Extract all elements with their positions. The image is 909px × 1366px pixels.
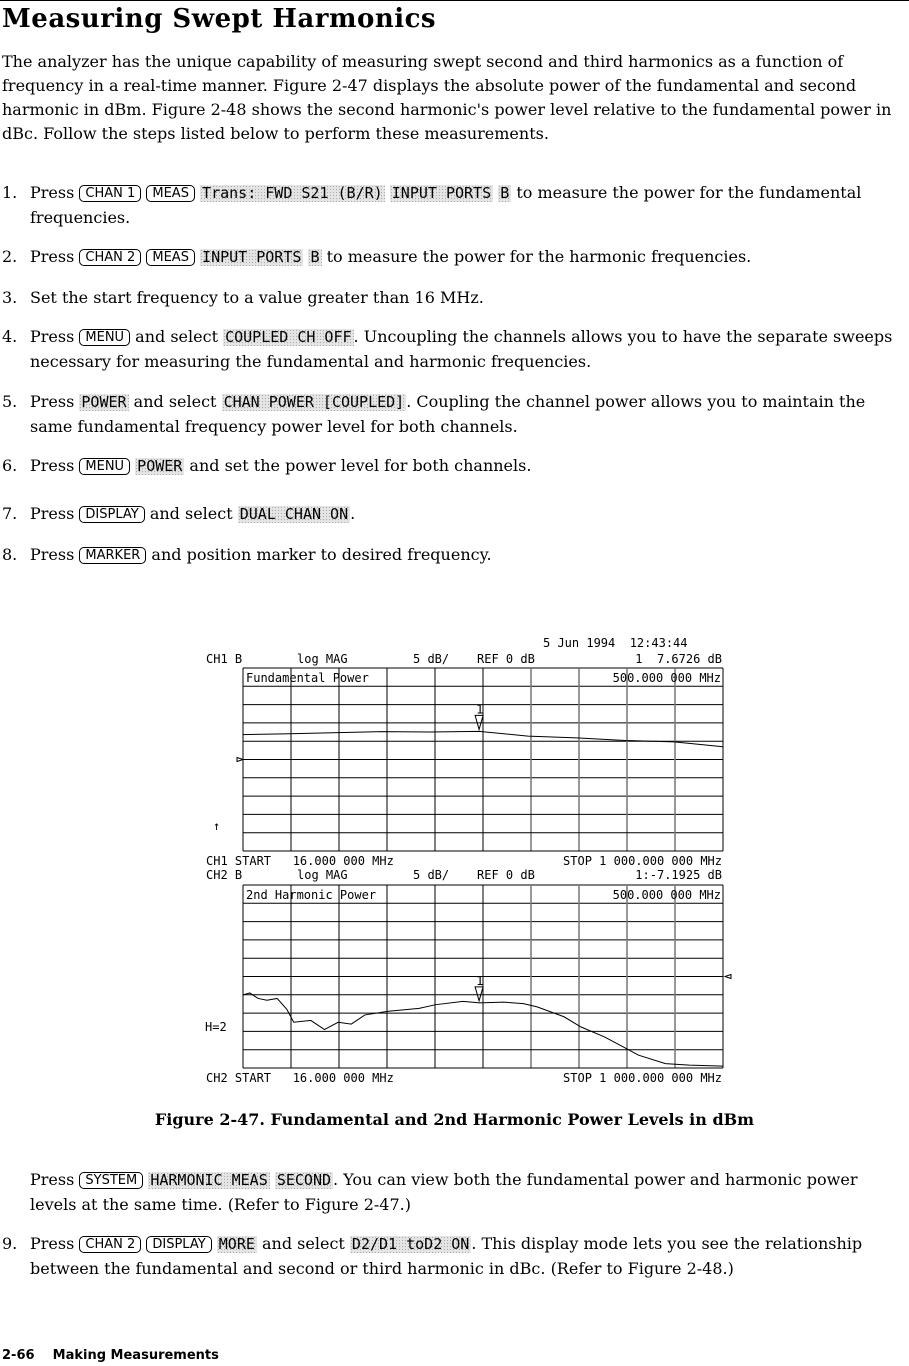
ch2-format: log MAG: [297, 868, 348, 882]
marker-label: 1: [476, 702, 484, 717]
step-9: 9. Press CHAN 2 DISPLAY MORE and select D2/D1 toD2 ON . This display mode lets you see the relationship between the fundamental and second or third harmonic in dBc. (Refer to Figure 2-48.): [2, 1234, 863, 1278]
key-chan2[interactable]: CHAN 2: [79, 1236, 141, 1253]
step-3: 3. Set the start frequency to a value greater than 16 MHz.: [2, 288, 484, 307]
ch1-left-annot: ↑: [213, 819, 221, 833]
ch2-stop: STOP 1 000.000 000 MHz: [563, 1071, 722, 1085]
step-2: 2. Press CHAN 2 MEAS INPUT PORTS B to measure the power for the harmonic frequencies.: [2, 247, 752, 266]
softkey-coupled-ch-off[interactable]: COUPLED CH OFF: [225, 328, 352, 346]
step-1: 1. Press CHAN 1 MEAS Trans: FWD S21 (B/R) INPUT PORTS B to measure the power for the fundamental frequencies.: [2, 183, 862, 227]
ch1-marker-freq: 500.000 000 MHz: [612, 671, 721, 685]
step-6: 6. Press MENU POWER and set the power level for both channels.: [2, 456, 532, 475]
key-chan2[interactable]: CHAN 2: [79, 249, 141, 266]
reference-position-icon: [237, 758, 243, 762]
footer-section: Making Measurements: [52, 1348, 219, 1363]
step-8-continued: Press SYSTEM HARMONIC MEAS SECOND . You can view both the fundamental power and harmonic power levels at the same time. (Refer to Figure 2-47.): [30, 1170, 858, 1214]
ch2-start: CH2 START 16.000 000 MHz: [206, 1071, 394, 1085]
timestamp: 5 Jun 1994 12:43:44: [543, 636, 688, 650]
softkey-power[interactable]: POWER: [81, 393, 127, 411]
softkey-trans-fwd-s21[interactable]: Trans: FWD S21 (B/R): [202, 184, 383, 202]
ch2-marker-freq: 500.000 000 MHz: [612, 888, 721, 902]
ch1-ref: REF 0 dB: [477, 652, 535, 666]
ch2-left-annot: H=2: [205, 1020, 227, 1034]
reference-position-icon: [725, 975, 731, 979]
key-display[interactable]: DISPLAY: [79, 506, 144, 523]
top-rule: [0, 0, 909, 1]
step-4: 4. Press MENU and select COUPLED CH OFF . Uncoupling the channels allows you to have the separate sweeps necessary for measuring the fundamental and harmonic frequencies.: [2, 327, 893, 371]
softkey-b[interactable]: B: [310, 248, 320, 266]
key-chan1[interactable]: CHAN 1: [79, 185, 141, 202]
ch2-title: 2nd Harmonic Power: [246, 888, 377, 902]
softkey-chan-power-coupled[interactable]: CHAN POWER [COUPLED]: [223, 393, 405, 411]
step-8: 8. Press MARKER and position marker to desired frequency.: [2, 545, 492, 564]
ch1-start: CH1 START 16.000 000 MHz: [206, 854, 394, 868]
step-5: 5. Press POWER and select CHAN POWER [COUPLED] . Coupling the channel power allows you to maintain the same fundamental frequency power level for both channels.: [2, 392, 866, 436]
ch2-scale: 5 dB/: [413, 868, 450, 882]
softkey-input-ports[interactable]: INPUT PORTS: [391, 184, 492, 202]
key-system[interactable]: SYSTEM: [79, 1172, 143, 1189]
page-number: 2-66: [2, 1348, 35, 1363]
softkey-dual-chan-on[interactable]: DUAL CHAN ON: [239, 505, 349, 523]
figure-caption: Figure 2-47. Fundamental and 2nd Harmonic Power Levels in dBm: [154, 1110, 755, 1129]
ch1-stop: STOP 1 000.000 000 MHz: [563, 854, 722, 868]
key-meas[interactable]: MEAS: [146, 249, 195, 266]
marker-label: 1: [476, 973, 484, 988]
softkey-second[interactable]: SECOND: [276, 1171, 332, 1189]
ch2-ref: REF 0 dB: [477, 868, 535, 882]
softkey-b[interactable]: B: [500, 184, 510, 202]
analyzer-display-figure: [0, 630, 909, 1100]
softkey-more[interactable]: MORE: [218, 1235, 255, 1253]
page-footer: [2, 1348, 219, 1363]
ch2-marker-readout: 1:-7.1925 dB: [635, 868, 722, 882]
ch1-marker-readout: 1 7.6726 dB: [635, 652, 722, 666]
key-display[interactable]: DISPLAY: [146, 1236, 211, 1253]
softkey-input-ports[interactable]: INPUT PORTS: [202, 248, 302, 266]
ch1-channel: CH1 B: [206, 652, 243, 666]
section-title: Measuring Swept Harmonics: [2, 4, 437, 34]
ch2-channel: CH2 B: [206, 868, 243, 882]
key-marker[interactable]: MARKER: [79, 547, 146, 564]
softkey-harmonic-meas[interactable]: HARMONIC MEAS: [150, 1171, 268, 1189]
softkey-d2-d1-to-d2-on[interactable]: D2/D1 toD2 ON: [351, 1235, 470, 1253]
intro-paragraph: The analyzer has the unique capability of measuring swept second and third harmonics as a function of frequency in a real-time manner. Figure 2-47 displays the absolute power of the fundamental and second harmonic in dBm. Figure 2-48 shows the second harmonic's power level relative to the fundamental power in dBc. Follow the steps listed below to perform these measurements.: [2, 52, 892, 143]
ch1-format: log MAG: [297, 652, 348, 666]
key-menu[interactable]: MENU: [79, 458, 130, 475]
key-menu[interactable]: MENU: [79, 329, 130, 346]
marker-triangle-icon: [475, 987, 483, 1001]
ch1-scale: 5 dB/: [413, 652, 450, 666]
step-7: 7. Press DISPLAY and select DUAL CHAN ON .: [2, 504, 356, 523]
softkey-power[interactable]: POWER: [137, 457, 183, 475]
key-meas[interactable]: MEAS: [146, 185, 195, 202]
ch1-title: Fundamental Power: [246, 671, 369, 685]
